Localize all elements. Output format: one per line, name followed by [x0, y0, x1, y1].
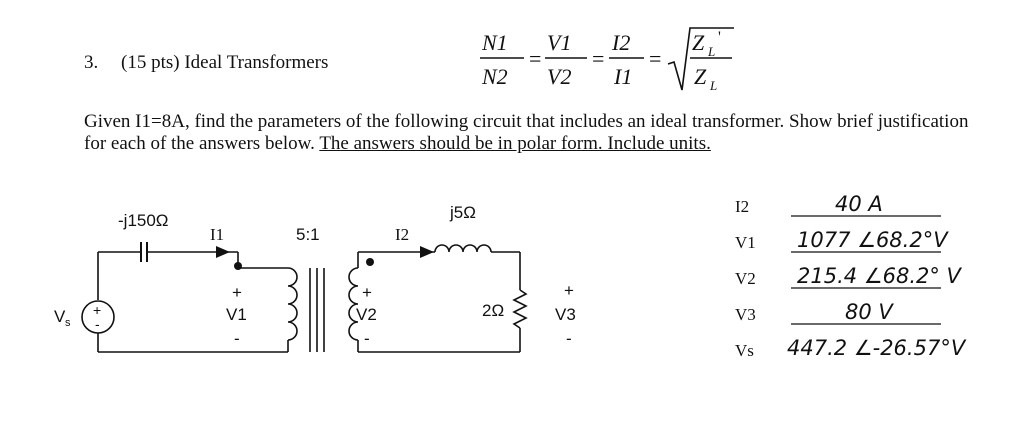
svg-text:-: -	[364, 329, 370, 348]
answer-value-1: 1077 ∠68.2°V	[797, 228, 948, 252]
formula-i2: I2	[612, 30, 631, 55]
svg-text:L: L	[708, 44, 716, 59]
i1-arrow	[216, 246, 230, 258]
v3-label: V3	[555, 305, 576, 324]
svg-text:=: =	[529, 46, 542, 71]
answer-label-3: V3	[735, 305, 756, 324]
answer-value-3: 80 V	[845, 300, 893, 324]
svg-text:-: -	[234, 329, 240, 348]
instructions	[84, 111, 984, 155]
svg-text:': '	[718, 29, 721, 46]
svg-text:+: +	[564, 281, 574, 300]
formula-v2: V2	[547, 64, 572, 89]
answer-value-2: 215.4 ∠68.2° V	[797, 264, 961, 288]
answer-value-4: 447.2 ∠-26.57°V	[787, 336, 966, 360]
svg-text:-: -	[95, 316, 100, 332]
transformer-formula	[472, 20, 762, 100]
formula-zl: Z	[694, 64, 707, 89]
formula-zl-prime: Z	[692, 30, 705, 55]
svg-text:s: s	[65, 317, 71, 329]
vs-label: V	[54, 307, 66, 326]
svg-text:-: -	[566, 329, 572, 348]
ratio-label: 5:1	[296, 225, 320, 244]
svg-text:+: +	[232, 283, 242, 302]
answer-label-0: I2	[735, 197, 750, 216]
answer-label-4: Vs	[735, 341, 754, 360]
formula-v1: V1	[547, 30, 572, 55]
inductor-label: j5Ω	[450, 203, 476, 222]
svg-text:L: L	[710, 78, 718, 93]
svg-text:+: +	[93, 302, 102, 318]
question-title: (15 pts) Ideal Transformers	[121, 52, 329, 73]
instructions-underlined: The answers should be in polar form. Include units.	[319, 133, 711, 154]
answer-value-0: 40 A	[835, 192, 883, 216]
svg-text:=: =	[592, 46, 605, 71]
formula-i1: I1	[614, 64, 633, 89]
circuit-diagram	[40, 190, 620, 380]
i1-label: I1	[210, 225, 225, 244]
formula-n2: N2	[482, 64, 508, 89]
formula-n1: N1	[482, 30, 508, 55]
question-number: 3.	[84, 52, 99, 73]
resistor-label: 2Ω	[482, 301, 505, 320]
svg-text:=: =	[649, 46, 662, 71]
i2-label: I2	[395, 225, 410, 244]
answers-panel	[735, 190, 995, 380]
v2-label: V2	[356, 305, 377, 324]
svg-text:+: +	[362, 283, 372, 302]
v1-label: V1	[226, 305, 247, 324]
answer-label-2: V2	[735, 269, 756, 288]
primary-dot	[234, 262, 242, 270]
answer-label-1: V1	[735, 233, 756, 252]
capacitor-label: -j150Ω	[118, 211, 169, 230]
instructions-text: Given I1=8A, find the parameters of the following circuit that includes an ideal transformer. Show brief justification for each of the answers below.	[84, 111, 969, 154]
i2-arrow	[420, 246, 434, 258]
secondary-dot	[366, 258, 374, 266]
